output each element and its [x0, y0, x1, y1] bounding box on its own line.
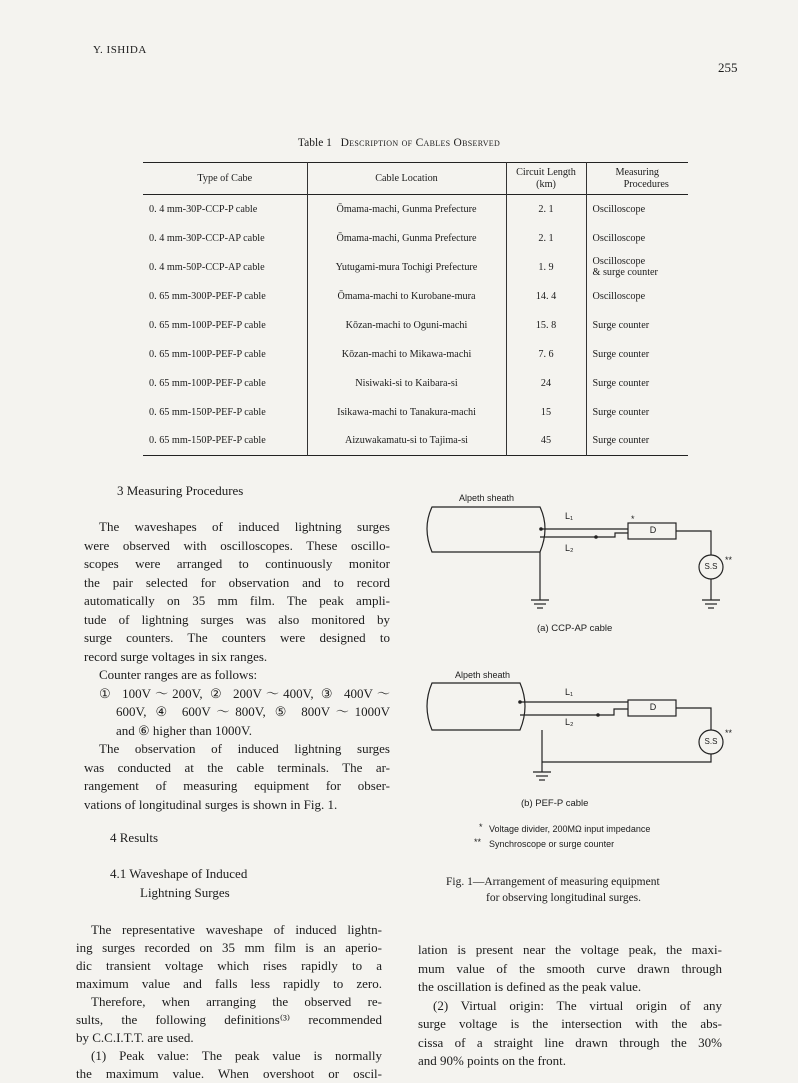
text-line: tude of lightning surges was also monitored by [84, 611, 390, 627]
text-line: the maximum value. When overshoot or oscil- [76, 1066, 382, 1081]
text-line: mum value of the smooth curve drawn through [418, 960, 722, 976]
cell-length: 15 [506, 398, 586, 427]
ranges-line: ① 100V～200V, ② 200V～400V, ③ 400V～ [99, 685, 390, 701]
col-header-procedures-line1: Measuring [615, 166, 660, 178]
col-header-length-line2: (km) [536, 178, 556, 190]
figure-1-caption-line-2: for observing longitudinal surges. [486, 892, 642, 904]
text-line: ing surges recorded on 35 mm film is an aperio- [76, 940, 382, 955]
text-line: by C.C.I.T.T. are used. [76, 1030, 194, 1045]
table-row [143, 340, 688, 369]
figure-1b-ss-label: S.S [704, 737, 718, 746]
col-header-type: Type of Cabe [197, 173, 253, 184]
figure-1b-l1-label: L₁ [565, 687, 574, 697]
page-number: 255 [718, 60, 738, 75]
cell-type: 0. 4 mm-30P-CCP-P cable [149, 203, 258, 215]
table-row [143, 369, 688, 398]
cell-procedure [586, 224, 688, 253]
figure-1b-sheath-label: Alpeth sheath [455, 670, 511, 680]
text-line: the pair selected for observation and to record [84, 574, 390, 590]
cell-type: 0. 65 mm-100P-PEF-P cable [149, 348, 266, 360]
figure-1a-caption: (a) CCP-AP cable [537, 623, 613, 634]
text-line: (1) Peak value: The peak value is normally [91, 1048, 382, 1063]
junction-dot-a2 [594, 535, 598, 539]
text-line: the oscillation is defined as the peak value. [418, 979, 642, 994]
ranges-line: 600V, ④ 600V～800V, ⑤ 800V～1000V [116, 704, 390, 719]
cell-procedure [586, 398, 688, 427]
text-line: (2) Virtual origin: The virtual origin of any [433, 997, 722, 1013]
cell-location: Ōmama-machi to Kurobane-mura [307, 282, 506, 311]
ranges-line: and ⑥ higher than 1000V. [116, 722, 252, 738]
running-header-author: Y. ISHIDA [93, 44, 147, 56]
cable-sheath-b [427, 683, 525, 730]
cell-length: 1. 9 [506, 253, 586, 282]
cell-procedure [586, 427, 688, 456]
col-header-length-line1: Circuit Length [516, 166, 576, 178]
results-left-column [76, 921, 382, 1083]
cable-sheath-a [427, 507, 545, 552]
figure-1b-circuit [427, 683, 723, 780]
junction-dot-b2 [596, 713, 600, 717]
ranges-intro: Counter ranges are as follows: [99, 667, 258, 682]
table-row [143, 427, 688, 456]
figure-1-caption-line-1: Fig. 1—Arrangement of measuring equipment [446, 876, 660, 888]
cell-type: 0. 65 mm-150P-PEF-P cable [149, 406, 266, 418]
figure-note-1-marker: * [479, 822, 483, 832]
cell-procedure-line1: Surge counter [592, 319, 650, 331]
cell-location: Ōmama-machi, Gunma Prefecture [307, 224, 506, 253]
cell-type: 0. 65 mm-100P-PEF-P cable [149, 319, 266, 331]
section-3-heading: 3 Measuring Procedures [117, 483, 244, 498]
cell-length: 7. 6 [506, 340, 586, 369]
cell-location: Kōzan-machi to Mikawa-machi [307, 340, 506, 369]
cell-procedure-line1: Surge counter [592, 435, 650, 447]
figure-1b-l2-label: L₂ [565, 717, 574, 727]
lead-to-ss-b [676, 708, 711, 730]
table-row [143, 195, 688, 224]
text-line: Therefore, when arranging the observed re- [91, 994, 382, 1009]
table-label: Table 1 [297, 137, 332, 149]
cell-procedure-line1: Oscilloscope [592, 290, 646, 302]
text-line: The waveshapes of induced lightning surges [99, 519, 390, 534]
cell-location: Nisiwaki-si to Kaibara-si [307, 369, 506, 398]
figure-note-2-marker: ** [474, 837, 482, 847]
table-header-row [143, 163, 688, 195]
cell-procedure [586, 253, 688, 282]
text-line: surge voltage is the intersection with the abs- [418, 1016, 722, 1031]
cell-procedure [586, 369, 688, 398]
text-line: vations of longitudinal surges is shown in Fig. 1. [84, 796, 338, 812]
figure-note-2: Synchroscope or surge counter [489, 839, 615, 849]
text-line: lation is present near the voltage peak, the maxi- [418, 942, 722, 957]
text-line: sults, the following definitions⁽³⁾ recommended [76, 1012, 382, 1027]
conductor-return-a [596, 533, 628, 537]
cell-procedure [586, 282, 688, 311]
text-line: dic transient voltage which rises rapidly to a [76, 958, 382, 973]
col-header-length [506, 163, 586, 195]
cell-procedure [586, 195, 688, 224]
cell-length: 45 [506, 427, 586, 456]
subsection-4-1-heading: 4.1 Waveshape of Induced [110, 866, 248, 881]
junction-dot-a [539, 527, 543, 531]
results-right-column [418, 941, 722, 1071]
cell-procedure-line1: Surge counter [592, 406, 650, 418]
table-caption [0, 137, 798, 149]
cell-type: 0. 65 mm-100P-PEF-P cable [149, 377, 266, 389]
figure-1a-ss-label: S.S [704, 562, 718, 571]
text-line: The observation of induced lightning surges [99, 741, 390, 756]
figure-1a-l2-label: L₂ [565, 543, 574, 553]
cell-location: Ōmama-machi, Gunma Prefecture [307, 195, 506, 224]
cell-procedure-line1: Oscilloscope [592, 256, 646, 267]
col-header-procedures [586, 163, 688, 195]
text-line: automatically on 35 mm film. The peak ampli- [84, 593, 390, 608]
text-line: scopes were arranged to continuously monitor [84, 556, 390, 571]
figure-1b-caption: (b) PEF-P cable [521, 798, 589, 809]
cell-location: Yutugami-mura Tochigi Prefecture [307, 253, 506, 282]
text-line: was conducted at the cable terminals. The ar- [84, 759, 390, 775]
figure-1a-l1-label: L₁ [565, 511, 574, 521]
text-line: record surge voltages in six ranges. [84, 648, 268, 664]
text-line: maximum value and falls less rapidly to zero. [76, 976, 382, 991]
text-line: The representative waveshape of induced lightn- [91, 922, 382, 937]
junction-dot-b [518, 700, 522, 704]
cell-procedure-line1: Oscilloscope [592, 232, 646, 244]
figure-1a-ss-marker: ** [725, 555, 733, 565]
cell-length: 24 [506, 369, 586, 398]
cell-length: 15. 8 [506, 311, 586, 340]
cell-location: Kōzan-machi to Oguni-machi [307, 311, 506, 340]
col-header-procedures-line2: Procedures [623, 178, 669, 190]
table-row [143, 311, 688, 340]
cell-procedure-line1: Oscilloscope [592, 203, 646, 215]
subsection-4-1-heading-cont: Lightning Surges [140, 885, 230, 900]
lead-to-ss-a [676, 531, 711, 555]
cell-type: 0. 4 mm-50P-CCP-AP cable [149, 261, 265, 273]
section-4-heading: 4 Results [110, 830, 159, 845]
cables-table [143, 162, 688, 456]
cell-type: 0. 65 mm-150P-PEF-P cable [149, 435, 266, 447]
cell-procedure-line1: Surge counter [592, 348, 650, 360]
text-line: were observed with oscilloscopes. These oscillo- [84, 537, 390, 553]
text-line: rangement of measuring equipment for obser- [84, 778, 390, 793]
col-header-location: Cable Location [307, 163, 506, 195]
figure-1a-sheath-label: Alpeth sheath [459, 493, 515, 503]
figure-1b-divider-label: D [649, 702, 657, 712]
figure-note-1: Voltage divider, 200MΩ input impedance [489, 824, 651, 834]
conductor-return-b [598, 709, 628, 715]
table-row [143, 398, 688, 427]
cell-location: Aizuwakamatu-si to Tajima-si [307, 427, 506, 456]
table-row [143, 224, 688, 253]
cell-length: 2. 1 [506, 224, 586, 253]
cell-procedure [586, 340, 688, 369]
figure-1a-divider-marker: * [631, 514, 635, 524]
cell-length: 14. 4 [506, 282, 586, 311]
cell-procedure [586, 311, 688, 340]
cell-procedure-line1: Surge counter [592, 377, 650, 389]
text-line: cissa of a straight line drawn through the 30% [418, 1034, 722, 1050]
cell-type: 0. 65 mm-300P-PEF-P cable [149, 290, 266, 302]
section-3-paragraph [84, 518, 390, 814]
ss-return-lead-b [542, 754, 711, 762]
text-line: and 90% points on the front. [418, 1053, 567, 1068]
text-line: surge counters. The counters were designed to [84, 630, 390, 645]
cell-length: 2. 1 [506, 195, 586, 224]
cell-procedure-line2: & surge counter [592, 267, 658, 278]
table-row [143, 253, 688, 282]
table-row [143, 282, 688, 311]
figure-1a-divider-label: D [649, 525, 657, 535]
table-title: Description of Cables Observed [340, 137, 501, 149]
figure-1a-circuit [427, 507, 723, 608]
cell-location: Isikawa-machi to Tanakura-machi [307, 398, 506, 427]
cell-type: 0. 4 mm-30P-CCP-AP cable [149, 232, 265, 244]
figure-1b-ss-marker: ** [725, 728, 733, 738]
